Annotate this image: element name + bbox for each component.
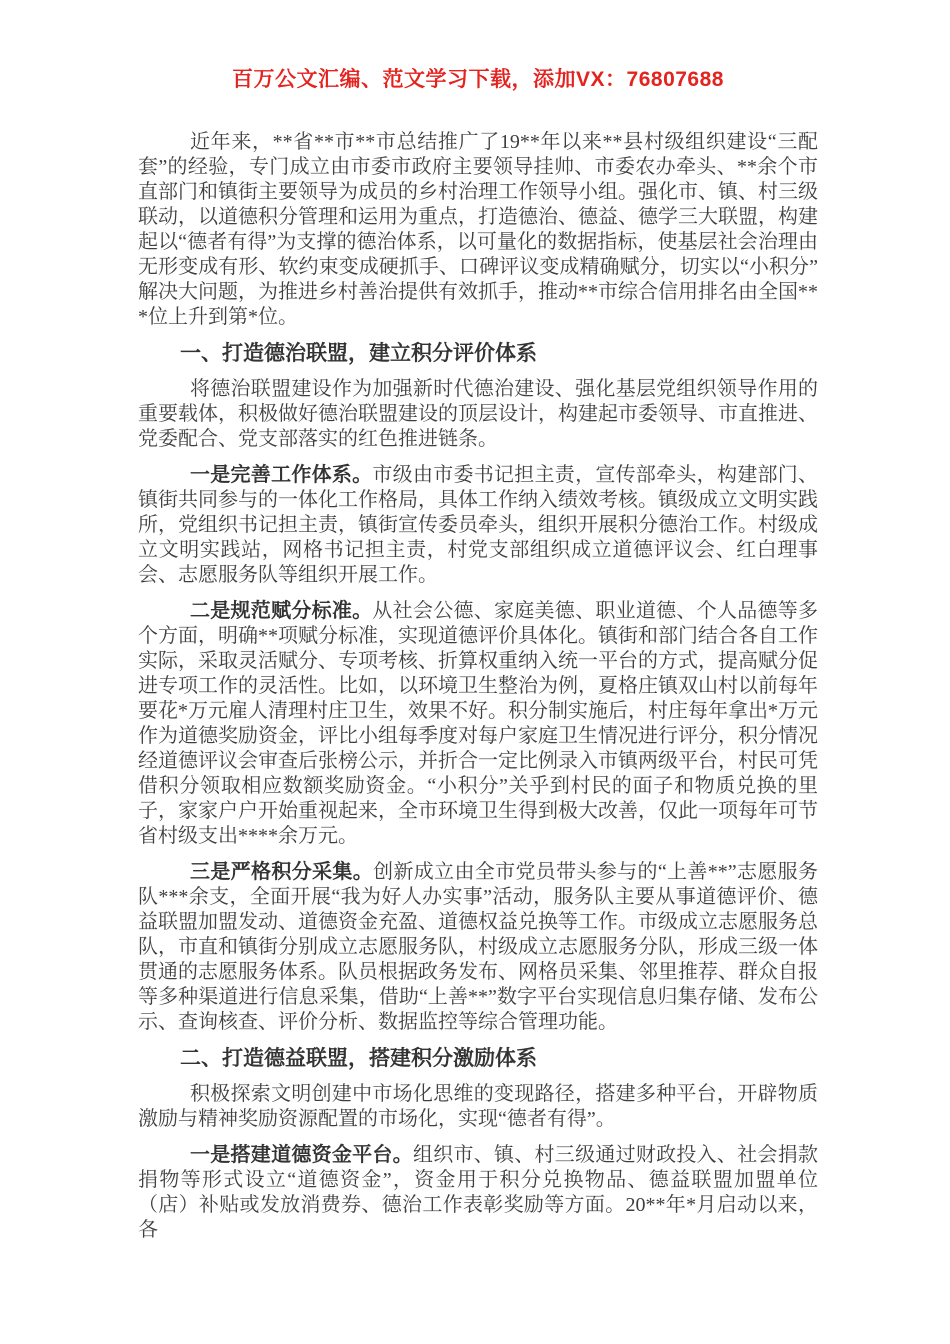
section-1-point-2-paragraph <box>138 599 818 849</box>
section-2-point-1-lead: 一是搭建道德资金平台。 <box>190 1144 413 1166</box>
section-2-heading: 二、打造德益联盟，搭建积分激励体系 <box>180 1047 537 1070</box>
promo-banner: 百万公文汇编、范文学习下载，添加VX：76807688 <box>232 68 724 91</box>
section-1-point-3-paragraph <box>138 860 818 1035</box>
point-1-lead: 一是完善工作体系。 <box>190 464 373 486</box>
intro-paragraph: 近年来，**省**市**市总结推广了19**年以来**县村级组织建设“三配套”的经验，专门成立由市委市政府主要领导挂帅、市委农办牵头、**余个市直部门和镇街主要领导为成员的乡村治理工作领导小组。强化市、镇、村三级联动，以道德积分管理和运用为重点，打造德治、德益、德学三大联盟，构建起以“德者有得”为支撑的德治体系，以可量化的数据指标，使基层社会治理由无形变成有形、软约束变成硬抓手、口碑评议变成精确赋分，切实以“小积分”解决大问题，为推进乡村善治提供有效抓手，推动**市综合信用排名由全国***位上升到第*位。 <box>138 131 818 328</box>
section-1-overview-paragraph: 将德治联盟建设作为加强新时代德治建设、强化基层党组织领导作用的重要载体，积极做好德治联盟建设的顶层设计，构建起市委领导、市直推进、党委配合、党支部落实的红色推进链条。 <box>138 378 818 450</box>
point-2-lead: 二是规范赋分标准。 <box>190 600 373 622</box>
section-2-overview-paragraph: 积极探索文明创建中市场化思维的变现路径，搭建多种平台，开辟物质激励与精神奖励资源配置的市场化，实现“德者有得”。 <box>138 1083 818 1130</box>
section-2-point-1-paragraph <box>138 1143 818 1243</box>
point-3-text: 创新成立由全市党员带头参与的“上善**”志愿服务队***余支，全面开展“我为好人办实事”活动，服务队主要从事道德评价、德益联盟加盟发动、道德资金充盈、道德权益兑换等工作。市级成立志愿服务总队，市直和镇街分别成立志愿服务队，村级成立志愿服务分队，形成三级一体贯通的志愿服务体系。队员根据政务发布、网格员采集、邻里推荐、群众自报等多种渠道进行信息采集，借助“上善**”数字平台实现信息归集存储、发布公示、查询核查、评价分析、数据监控等综合管理功能。 <box>138 861 818 1033</box>
section-1-point-1-paragraph <box>138 463 818 588</box>
document-body <box>138 130 818 1243</box>
point-3-lead: 三是严格积分采集。 <box>190 861 374 883</box>
section-2-point-1-text: 组织市、镇、村三级通过财政投入、社会捐款捐物等形式设立“道德资金”，资金用于积分兑换物品、德益联盟加盟单位（店）补贴或发放消费券、德治工作表彰奖励等方面。20**年*月启动以来，各 <box>138 1144 819 1241</box>
point-1-text: 市级由市委书记担主责，宣传部牵头，构建部门、镇街共同参与的一体化工作格局，具体工作纳入绩效考核。镇级成立文明实践所，党组织书记担主责，镇街宣传委员牵头，组织开展积分德治工作。村级成立文明实践站，网格书记担主责，村党支部组织成立道德评议会、红白理事会、志愿服务队等组织开展工作。 <box>138 464 819 586</box>
section-1-heading: 一、打造德治联盟，建立积分评价体系 <box>180 342 537 365</box>
point-2-text: 从社会公德、家庭美德、职业道德、个人品德等多个方面，明确**项赋分标准，实现道德评价具体化。镇街和部门结合各自工作实际，采取灵活赋分、专项考核、折算权重纳入统一平台的方式，提高赋分促进专项工作的灵活性。比如，以环境卫生整治为例，夏格庄镇双山村以前每年要花*万元雇人清理村庄卫生，效果不好。积分制实施后，村庄每年拿出*万元作为道德奖励资金，评比小组每季度对每户家庭卫生情况进行评分，积分情况经道德评议会审查后张榜公示，并折合一定比例录入市镇两级平台，村民可凭借积分领取相应数额奖励资金。“小积分”关乎到村民的面子和物质兑换的里子，家家户户开始重视起来，全市环境卫生得到极大改善，仅此一项每年可节省村级支出****余万元。 <box>138 600 819 847</box>
